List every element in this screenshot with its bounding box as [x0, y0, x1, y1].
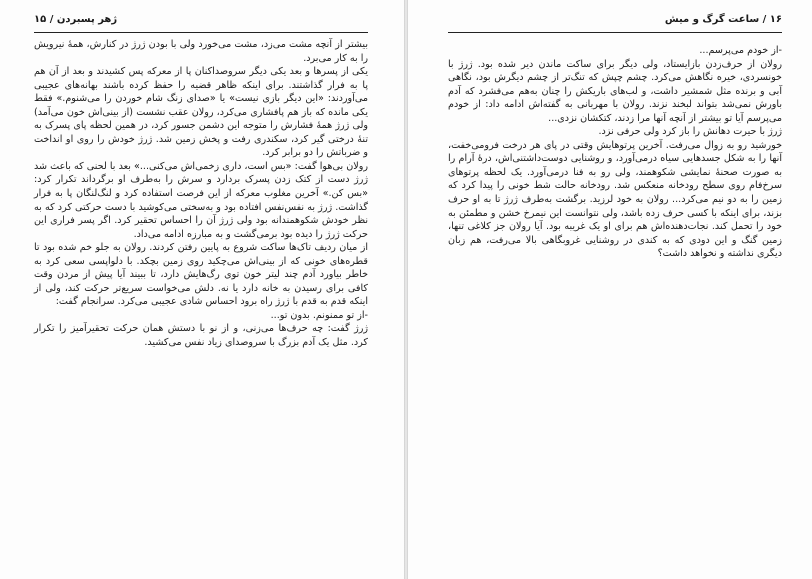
paragraph: -از تو ممنونم. بدون تو... [270, 309, 368, 321]
paragraph: -از خودم می‌پرسم... [699, 45, 782, 56]
paragraph: ژرژ گفت: چه حرف‌ها می‌زنی، و از نو با دستش همان حرکت تحقیرآمیز را تکرار کرد. مثل یک آدم بزرگ با سروصدای زیاد نفس می‌کشید. [34, 323, 368, 349]
paragraph: بیشتر از آنچه مشت می‌زد، مشت می‌خورد ولی با بودن ژرژ در کنارش، همهٔ نیرویش را به کار می‌برد. [34, 39, 368, 64]
paragraph: ژرژ با حیرت دهانش را باز کرد ولی حرفی نزد. [598, 126, 782, 138]
page-body [448, 44, 782, 261]
paragraph: یکی از پسرها و بعد یکی دیگر سروصداکنان پا از معرکه پس کشیدند و بعد از آن هم پا به فرار گذاشتند. برای اینکه ظاهر قضیه را حفظ کرده باشند بهانه‌های عجیبی می‌آوردند: «این دیگر بازی نیست» یا «صدای زنگ شام خوردن را می‌شنوم.» فقط یکی مانده که باز هم پافشاری می‌کرد، رولان عقب نشست (از بینی‌اش خون می‌آمد) ولی ژرژ همهٔ فشارش را متوجه این دشمن جسور کرد، در همین لحظه پای پسرک به تنهٔ درختی گیر کرد، سکندری رفت و پخش زمین شد. ژرژ خودش را روی او انداخت و ضرباتش را دو برابر کرد. [34, 66, 368, 159]
page-header: ژهر پسبردن / ۱۵ [34, 14, 118, 25]
page-body [34, 38, 368, 350]
paragraph: از میان ردیف تاک‌ها ساکت شروع به پایین رفتن کردند. رولان به جلو خم شده بود تا قطره‌های خونی که از بینی‌اش می‌چکید روی زمین بچکد. با دلواپسی سعی کرد به خاطر بیاورد آدم چند لیتر خون توی رگ‌هایش دارد، تا ببیند آیا پیش از مردن وقت کافی برای رسیدن به خانه دارد یا نه. دلش می‌خواست سریع‌تر حرکت کند، ولی از اینکه قدم به قدم با ژرژ راه برود احساس شادی عجیبی می‌کرد. سرانجام گفت: [34, 242, 368, 308]
right-page [408, 0, 812, 579]
page-header: ۱۶ / ساعت گرگ و میش [664, 14, 782, 25]
paragraph: رولان از حرف‌زدن بازایستاد، ولی دیگر برای ساکت ماندن دیر شده بود. ژرژ با خونسردی، خیره نگاهش می‌کرد. چشم چپش که تنگ‌تر از چشم دیگرش بود، نگاهی آبی و برنده مثل شمشیر داشت، و لب‌های باریکش را چنان به‌هم می‌فشرد که آدم باورش نمی‌شد بتواند لبخند نزند. رولان با مهربانی به گفته‌اش ادامه داد: از خودم می‌پرسم آیا تو بیشتر از آنچه آنها مرا زدند، کتکشان نزدی... [448, 58, 782, 124]
header-rule [34, 32, 368, 33]
header-rule [448, 32, 782, 33]
left-page [0, 0, 404, 579]
paragraph: رولان بی‌هوا گفت: «بس است، داری زخمی‌اش می‌کنی...» بعد با لحنی که باعث شد ژرژ دست از کتک زدن پسرک بردارد و سرش را به‌طرف او برگرداند تکرار کرد: «بس کن.» آخرین مغلوب معرکه از این فرصت استفاده کرد و لنگ‌لنگان پا به فرار گذاشت. ژرژ به نفس‌نفس افتاده بود و به‌سختی می‌کوشید با دست حرکتی کرد که به نظر خودش شکوهمندانه بود ولی ژرژ آن را احساس تحقیر کرد. اگر پسر فراری این حرکت ژرژ را دیده بود برمی‌گشت و به مبارزه ادامه می‌داد. [34, 160, 368, 240]
paragraph: خورشید رو به زوال می‌رفت. آخرین پرتوهایش وقتی در پای هر درخت فرومی‌خفت، آنها را به شکل جسدهایی سیاه درمی‌آورد، و روشنایی دوست‌داشتنی‌اش، درهٔ آرام را به صورت صحنهٔ نمایشی شکوهمند، ولی رو به فنا درمی‌آورد. یک لحظه پرتوهای سرخ‌فام روی سطح رودخانه منعکس شد. رودخانه حالت شط خونی را پیدا کرد که زمین را به دو نیم می‌کرد... رولان به خود لرزید. برگشت به‌طرف ژرژ تا به او حرف بزند، برای اینکه با کسی حرف زده باشد، ولی نتوانست این نیمرخ خشن و مطمئن به خود را تحمل کند. نجات‌دهنده‌اش هم برای او یک غریبه بود. آیا رولان جز کلاغی تنها، زمین گنگ و این دودی که به کندی در روشنایی غروبگاهی بالا می‌رفت، هم زبان دیگری نداشته و نخواهد داشت؟ [448, 139, 782, 260]
